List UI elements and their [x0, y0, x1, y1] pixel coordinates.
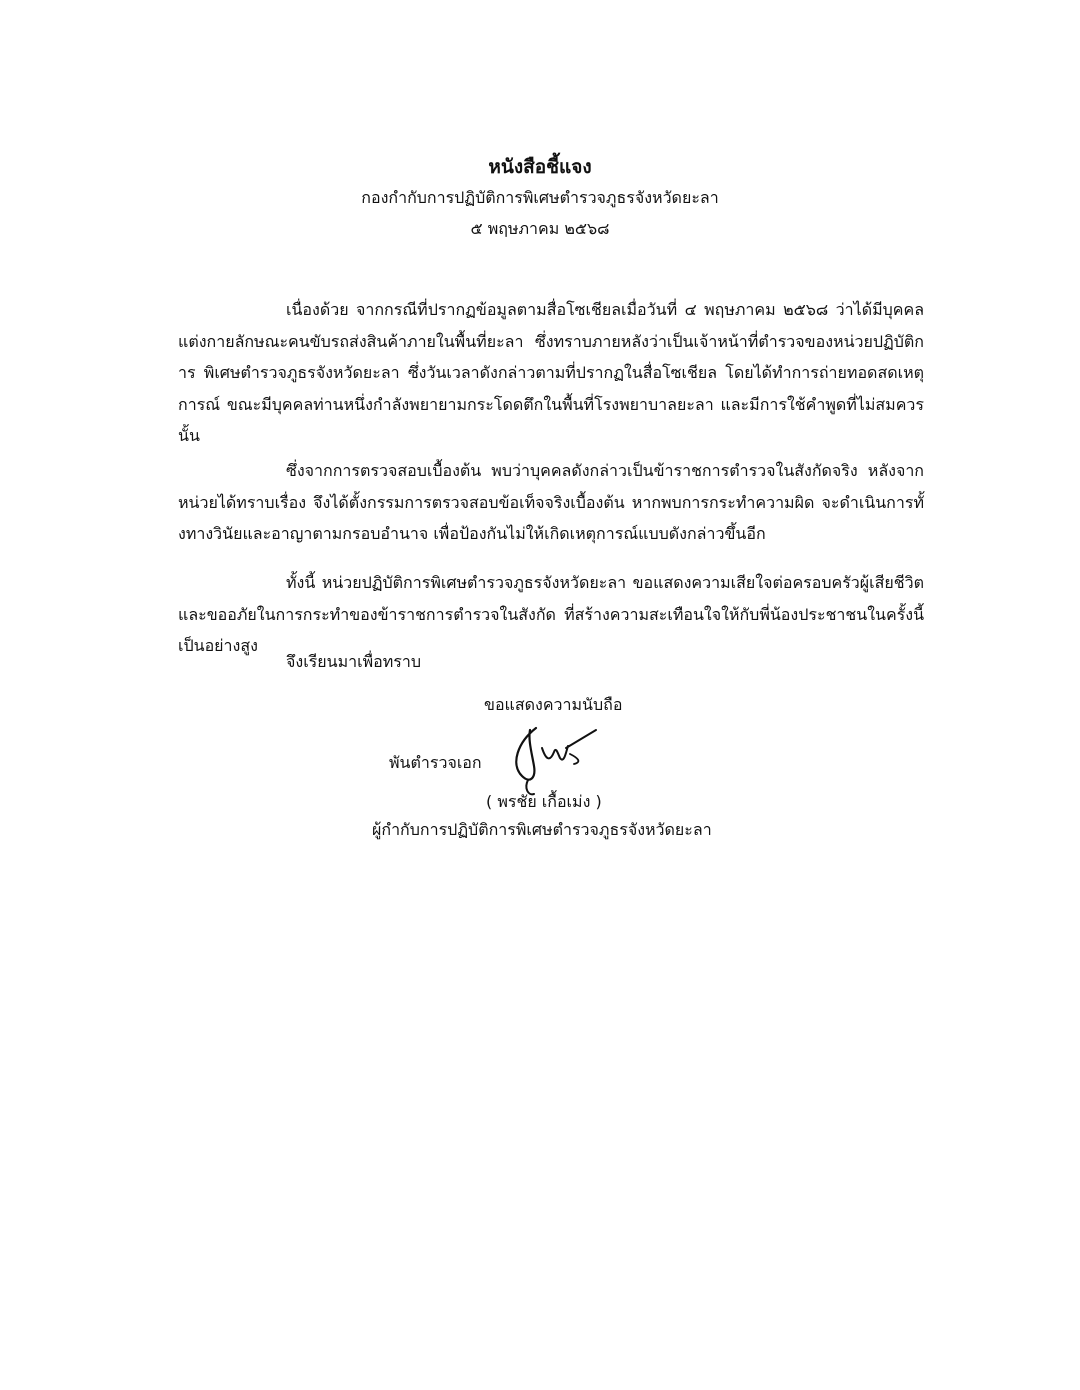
body-paragraph-1: เนื่องด้วย จากกรณีที่ปรากฏข้อมูลตามสื่อโซเชียลเมื่อวันที่ ๔ พฤษภาคม ๒๕๖๘ ว่าได้มีบุคคล แต่งกายลักษณะคนขับรถส่งสินค้าภายในพื้นที่ยะลา ซึ่งทราบภายหลังว่าเป็นเจ้าหน้าที่ตำรวจของหน่วยปฏิบัติการ พิเศษตำรวจภูธรจังหวัดยะลา ซึ่งวันเวลาดังกล่าวตามที่ปรากฏในสื่อโซเชียล โดยได้ทำการถ่ายทอดสดเหตุการณ์ ขณะมีบุคคลท่านหนึ่งกำลังพยายามกระโดดตึกในพื้นที่โรงพยาบาลยะลา และมีการใช้คำพูดที่ไม่สมควรนั้น — [178, 300, 924, 445]
signer-name: ( พรชัย เกื้อเม่ง ) — [486, 792, 602, 811]
respect-line: ขอแสดงความนับถือ — [484, 695, 623, 714]
signer-position: ผู้กำกับการปฏิบัติการพิเศษตำรวจภูธรจังหวัดยะลา — [372, 820, 712, 839]
body-paragraph-2: ซึ่งจากการตรวจสอบเบื้องต้น พบว่าบุคคลดังกล่าวเป็นข้าราชการตำรวจในสังกัดจริง หลังจากหน่วยได้ทราบเรื่อง จึงได้ตั้งกรรมการตรวจสอบข้อเท็จจริงเบื้องต้น หากพบการกระทำความผิด จะดำเนินการทั้งทางวินัยและอาญาตามกรอบอำนาจ เพื่อป้องกันไม่ให้เกิดเหตุการณ์แบบดังกล่าวขึ้นอีก — [178, 461, 924, 543]
handwritten-signature-icon — [500, 718, 605, 800]
body-paragraph-3: ทั้งนี้ หน่วยปฏิบัติการพิเศษตำรวจภูธรจังหวัดยะลา ขอแสดงความเสียใจต่อครอบครัวผู้เสียชีวิต และขออภัยในการกระทำของข้าราชการตำรวจในสังกัด ที่สร้างความสะเทือนใจให้กับพี่น้องประชาชนในครั้งนี้ เป็นอย่างสูง — [178, 573, 924, 655]
issuer-name: กองกำกับการปฏิบัติการพิเศษตำรวจภูธรจังหวัดยะลา — [361, 188, 719, 207]
document-title: หนังสือชี้แจง — [488, 156, 592, 178]
document-date: ๕ พฤษภาคม ๒๕๖๘ — [470, 219, 610, 238]
signer-rank: พันตำรวจเอก — [389, 753, 482, 772]
closing-line: จึงเรียนมาเพื่อทราบ — [286, 652, 421, 671]
